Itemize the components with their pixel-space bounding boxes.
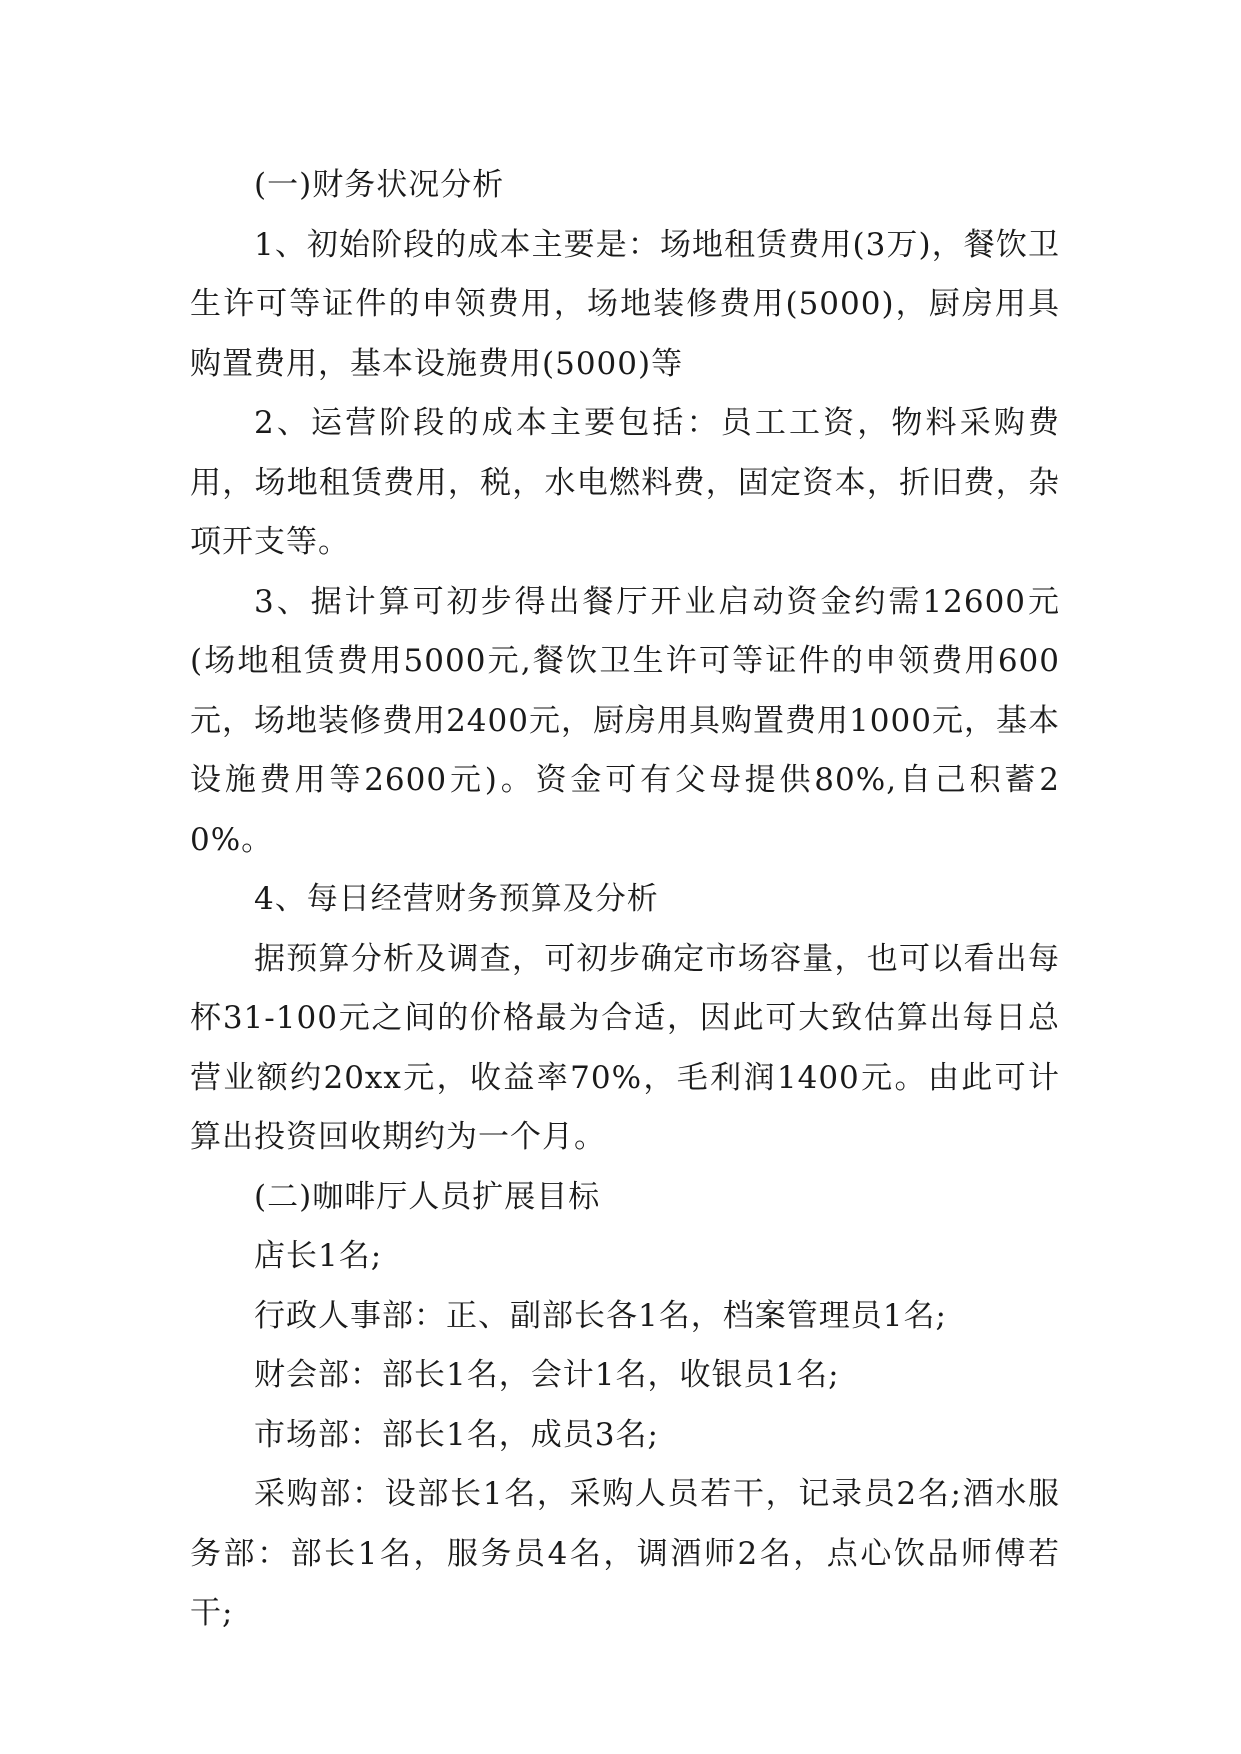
paragraph-finance-dept: 财会部：部长1名，会计1名，收银员1名; <box>254 1357 840 1393</box>
paragraph-initial-costs: 1、初始阶段的成本主要是：场地租赁费用(3万)，餐饮卫生许可等证件的申领费用，场地装修费用(5000)，厨房用具购置费用，基本设施费用(5000)等 <box>190 226 1060 382</box>
document-page <box>190 156 1060 1644</box>
paragraph-admin-hr-dept: 行政人事部：正、副部长各1名，档案管理员1名; <box>254 1297 947 1334</box>
section-heading-financial-analysis: (一)财务状况分析 <box>254 167 505 203</box>
paragraph-daily-budget-analysis: 据预算分析及调查，可初步确定市场容量，也可以看出每杯31-100元之间的价格最为合适，因此可大致估算出每日总营业额约20xx元，收益率70%，毛利润1400元。由此可计算出投资回收期约为一个月。 <box>190 940 1060 1155</box>
paragraph-marketing-dept: 市场部：部长1名，成员3名; <box>254 1416 659 1453</box>
paragraph-purchasing-service-dept: 采购部：设部长1名，采购人员若干，记录员2名;酒水服务部：部长1名，服务员4名，调酒师2名，点心饮品师傅若干; <box>190 1476 1060 1631</box>
paragraph-startup-capital: 3、据计算可初步得出餐厅开业启动资金约需12600元(场地租赁费用5000元,餐饮卫生许可等证件的申领费用600元，场地装修费用2400元，厨房用具购置费用1000元，基本设施费用等2600元)。资金可有父母提供80%,自己积蓄20%。 <box>190 583 1060 858</box>
paragraph-daily-budget-heading: 4、每日经营财务预算及分析 <box>254 881 659 917</box>
paragraph-store-manager: 店长1名; <box>254 1238 383 1274</box>
paragraph-operating-costs: 2、运营阶段的成本主要包括：员工工资，物料采购费用，场地租赁费用，税，水电燃料费，固定资本，折旧费，杂项开支等。 <box>190 405 1060 560</box>
section-heading-staff-expansion: (二)咖啡厅人员扩展目标 <box>254 1178 601 1215</box>
